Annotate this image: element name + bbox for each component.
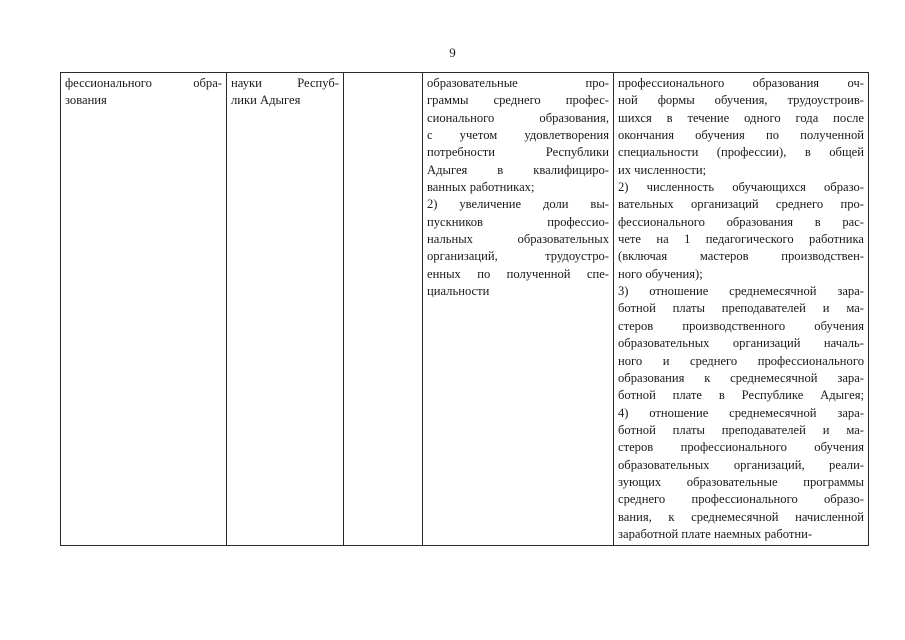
text-line: фессионального образования в рас- [618,214,864,229]
text-line: пускников професcио- [427,214,609,229]
text-line: их численности; [618,162,707,177]
text-line: специальности (профессии), в общей [618,145,864,160]
text-line: енных по полученной спе- [427,266,609,281]
text-line: заработной плате наемных работни- [618,526,813,541]
cell-executor [227,73,344,546]
text-line: окончания обучения по полученной [618,128,864,143]
text-line: образовательных организаций, реали- [618,457,864,472]
text-line: ботной плате в Республике Адыгея; [618,388,864,403]
page-number: 9 [449,45,456,60]
text-line: науки Респуб- [231,76,339,90]
cell-indicators [614,73,869,546]
text-line: сионального образования, [427,110,609,125]
text-line: 4) отношение среднемесячной зара- [618,405,864,420]
text-line: граммы среднего профес- [427,93,609,108]
text-line: 2) увеличение доли вы- [427,197,609,212]
text-line: зующих образовательные программы [618,474,864,489]
text-line: (включая мастеров производствен- [618,249,864,264]
text-line: стеров профессионального обучения [618,440,864,455]
text-line: ного обучения); [618,266,703,281]
text-line: фессионального обра- [65,76,222,90]
document-table [60,72,869,546]
text-line: ного и среднего профессионального [618,353,864,368]
text-line: потребности Республики [427,145,609,160]
cell-program-name [61,73,227,546]
text-line: чете на 1 педагогического работника [618,232,864,247]
text-line: вания, к среднемесячной начисленной [618,509,864,524]
text-line: Адыгея в квалифициро- [427,162,609,177]
text-line: ботной платы преподавателей и ма- [618,422,864,437]
text-line: нальных образовательных [427,232,609,247]
text-line: организаций, трудоустро- [427,249,609,264]
cell-empty [344,73,423,546]
text-line: лики Адыгея [231,93,301,108]
text-line: с учетом удовлетворения [427,128,609,143]
text-line: ной формы обучения, трудоустроив- [618,93,864,108]
table-row [61,73,869,546]
text-line: образования к среднемесячной зара- [618,370,864,385]
text-line: образовательных организаций началь- [618,336,864,351]
text-line: 3) отношение среднемесячной зара- [618,284,864,299]
text-line: зования [65,93,107,108]
text-line: циальности [427,284,490,299]
text-line: стеров производственного обучения [618,318,864,333]
text-line: вательных организаций среднего про- [618,197,864,212]
text-line: профессионального образования оч- [618,76,864,90]
text-line: 2) численность обучающихся образо- [618,180,864,195]
text-line: образовательные про- [427,76,609,90]
text-line: ванных работниках; [427,180,535,195]
cell-tasks [423,73,614,546]
text-line: среднего профессионального образо- [618,492,864,507]
text-line: ботной платы преподавателей и ма- [618,301,864,316]
text-line: шихся в течение одного года после [618,110,864,125]
